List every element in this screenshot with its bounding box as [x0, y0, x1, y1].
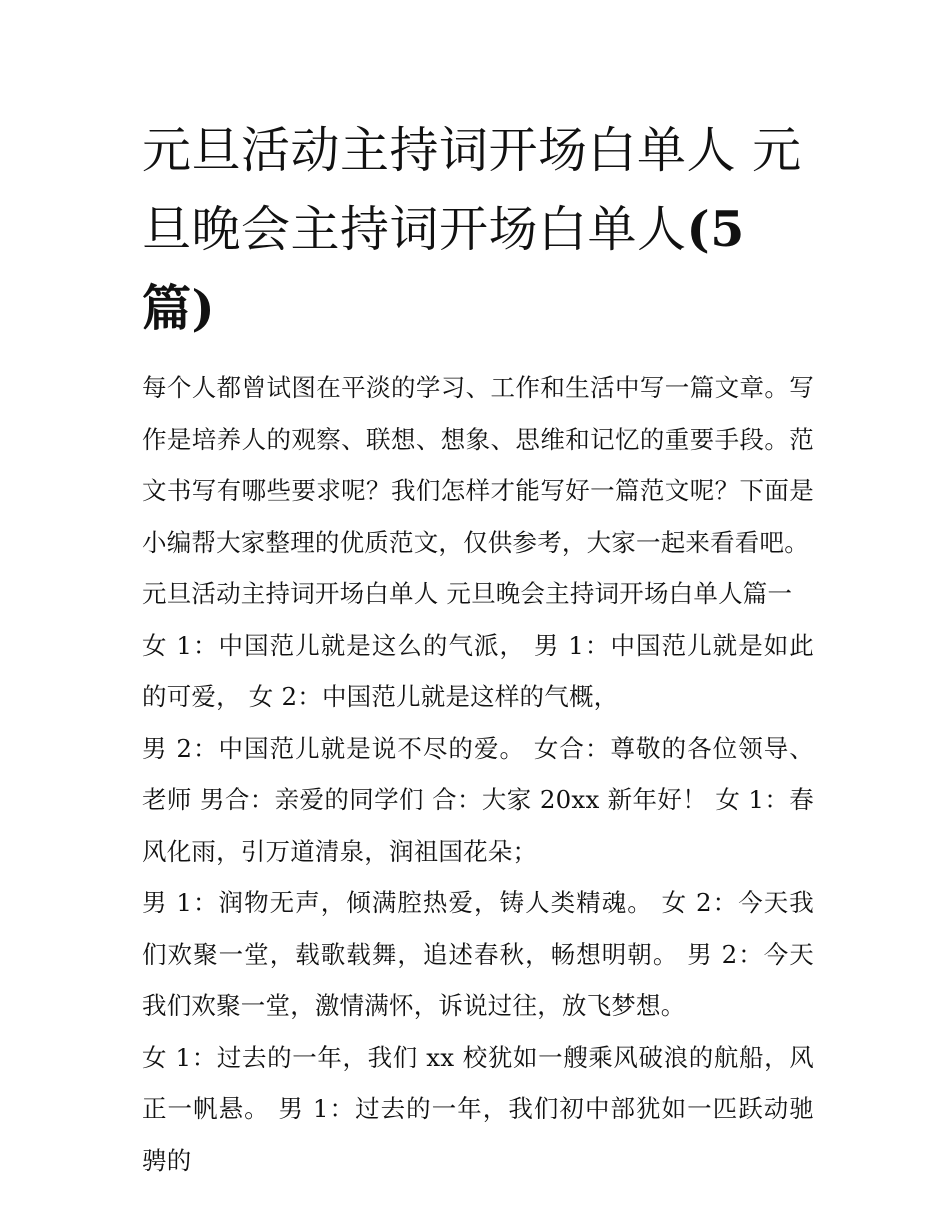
script-paragraph: 女 1：过去的一年，我们 xx 校犹如一艘乘风破浪的航船，风正一帆悬。 男 1：过去的一年，我们初中部犹如一匹跃动驰骋的	[142, 1042, 814, 1175]
section-heading: 元旦活动主持词开场白单人 元旦晚会主持词开场白单人篇一	[142, 579, 793, 608]
script-paragraph: 男 1：润物无声，倾满腔热爱，铸人类精魂。 女 2：今天我们欢聚一堂，载歌载舞，追述春秋，畅想明朝。 男 2：今天我们欢聚一堂，激情满怀，诉说过往，放飞梦想。	[142, 888, 814, 1020]
document-content	[142, 112, 814, 1186]
script-paragraph: 男 2：中国范儿就是说不尽的爱。 女合：尊敬的各位领导、老师 男合：亲爱的同学们 合：大家 20xx 新年好！ 女 1：春风化雨，引万道清泉，润祖国花朵；	[142, 733, 814, 866]
document-title	[142, 112, 814, 348]
script-paragraph: 女 1：中国范儿就是这么的气派， 男 1：中国范儿就是如此的可爱， 女 2：中国范儿就是这样的气概，	[142, 630, 814, 711]
title-main-text: 元旦活动主持词开场白单人 元旦晚会主持词开场白单人	[142, 122, 802, 258]
document-body	[142, 362, 814, 1186]
title-tail-text: (5篇)	[142, 200, 745, 337]
intro-paragraph: 每个人都曾试图在平淡的学习、工作和生活中写一篇文章。写作是培养人的观察、联想、想象、思维和记忆的重要手段。范文书写有哪些要求呢？我们怎样才能写好一篇范文呢？下面是小编帮大家整理的优质范文，仅供参考，大家一起来看看吧。	[142, 373, 814, 557]
